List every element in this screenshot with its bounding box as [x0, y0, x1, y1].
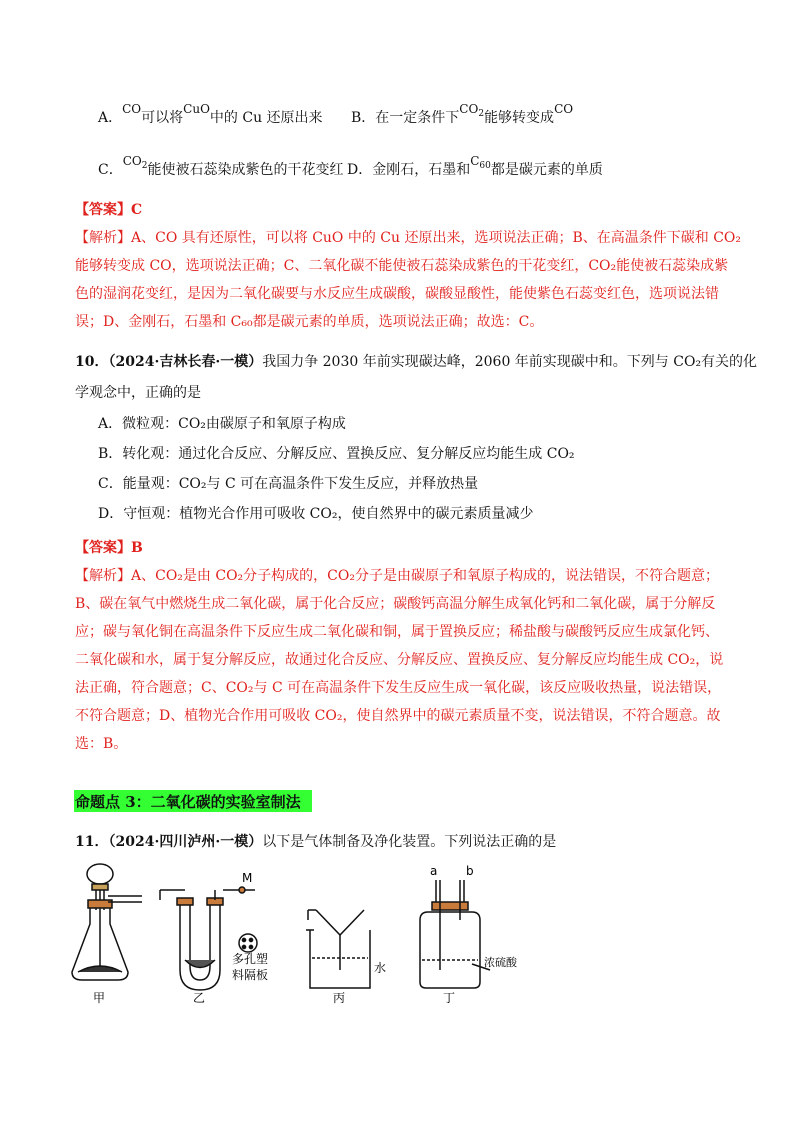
q9-option-c: C．$CO_2$能使被石蕊染成紫色的干花变红 — [98, 154, 344, 178]
q10-analysis-line: B、碳在氧气中燃烧生成二氧化碳，属于化合反应；碳酸钙高温分解生成氧化钙和二氧化碳，属于分解反 — [75, 596, 716, 612]
label-acid: 浓硫酸 — [484, 956, 517, 969]
q10-option-d: D．守恒观：植物光合作用可吸收 CO₂，使自然界中的碳元素质量减少 — [98, 506, 534, 522]
q10-analysis-line: 二氧化碳和水，属于复分解反应，故通过化合反应、分解反应、置换反应、复分解反应均能生成 CO₂，说 — [75, 652, 724, 668]
q10-answer: 【答案】B — [75, 540, 143, 556]
q10-stem-cont: 学观念中，正确的是 — [75, 385, 201, 401]
label-jia: 甲 — [93, 991, 106, 1005]
q9-option-b: B．在一定条件下$CO_2$能够转变成CO — [351, 102, 574, 126]
q10-analysis-line: 应；碳与氧化铜在高温条件下反应生成二氧化碳和铜，属于置换反应；稀盐酸与碳酸钙反应生成氯化钙、 — [75, 624, 719, 640]
label-porous-1: 多孔塑 — [232, 952, 269, 966]
apparatus-bing — [306, 910, 370, 988]
q10-analysis-line: 法正确，符合题意；C、CO₂与 C 可在高温条件下发生反应生成一氧化碳，该反应吸收热量，说法错误， — [75, 680, 722, 696]
q9-option-d: D．金刚石，石墨和$C_{60}$都是碳元素的单质 — [347, 154, 603, 178]
label-porous-2: 料隔板 — [232, 968, 269, 982]
label-m: M — [242, 871, 253, 885]
q10-option-c: C．能量观：CO₂与 C 可在高温条件下发生反应，并释放热量 — [98, 476, 479, 492]
q11-stem: 11．（2024·四川泸州·一模）以下是气体制备及净化装置。下列说法正确的是 — [75, 834, 557, 850]
q9-analysis-line: 误；D、金刚石，石墨和 C₆₀都是碳元素的单质，选项说法正确；故选：C。 — [75, 314, 544, 330]
section-title: 命题点 3：二氧化碳的实验室制法 — [75, 793, 301, 811]
q10-option-a: A．微粒观：CO₂由碳原子和氧原子构成 — [98, 416, 346, 432]
q10-analysis-line: 【解析】A、CO₂是由 CO₂分子构成的，CO₂分子是由碳原子和氧原子构成的，说法错误，不符合题意； — [75, 568, 719, 584]
label-b: b — [466, 864, 474, 878]
apparatus-diagram — [60, 860, 517, 1010]
q9-analysis-line: 【解析】A、CO 具有还原性，可以将 CuO 中的 Cu 还原出来，选项说法正确；B、在高温条件下碳和 CO₂ — [75, 230, 742, 246]
label-bing: 丙 — [333, 991, 346, 1005]
q10-option-b: B．转化观：通过化合反应、分解反应、置换反应、复分解反应均能生成 CO₂ — [98, 446, 575, 462]
label-yi: 乙 — [193, 991, 206, 1005]
q9-analysis-line: 能够转变成 CO，选项说法正确；C、二氧化碳不能使被石蕊染成紫色的干花变红，CO₂能使被石蕊染成紫 — [75, 258, 729, 274]
label-water: 水 — [374, 961, 387, 975]
q10-stem: 10．（2024·吉林长春·一模）我国力争 2030 年前实现碳达峰，2060 年前实现碳中和。下列与 CO₂有关的化 — [75, 354, 758, 370]
q9-analysis-line: 色的湿润花变红，是因为二氧化碳要与水反应生成碳酸，碳酸显酸性，能使紫色石蕊变红色，选项说法错 — [75, 286, 719, 302]
q10-analysis-line: 不符合题意；D、植物光合作用可吸收 CO₂，使自然界中的碳元素质量不变，说法错误，不符合题意。故 — [75, 708, 721, 724]
q9-answer: 【答案】C — [75, 202, 143, 218]
q9-option-a: A．CO可以将CuO中的 Cu 还原出来 — [98, 102, 323, 126]
label-ding: 丁 — [443, 991, 456, 1005]
apparatus-ding — [420, 880, 490, 988]
q10-analysis-line: 选：B。 — [75, 736, 128, 752]
label-a: a — [430, 864, 438, 878]
apparatus-jia — [72, 864, 142, 980]
